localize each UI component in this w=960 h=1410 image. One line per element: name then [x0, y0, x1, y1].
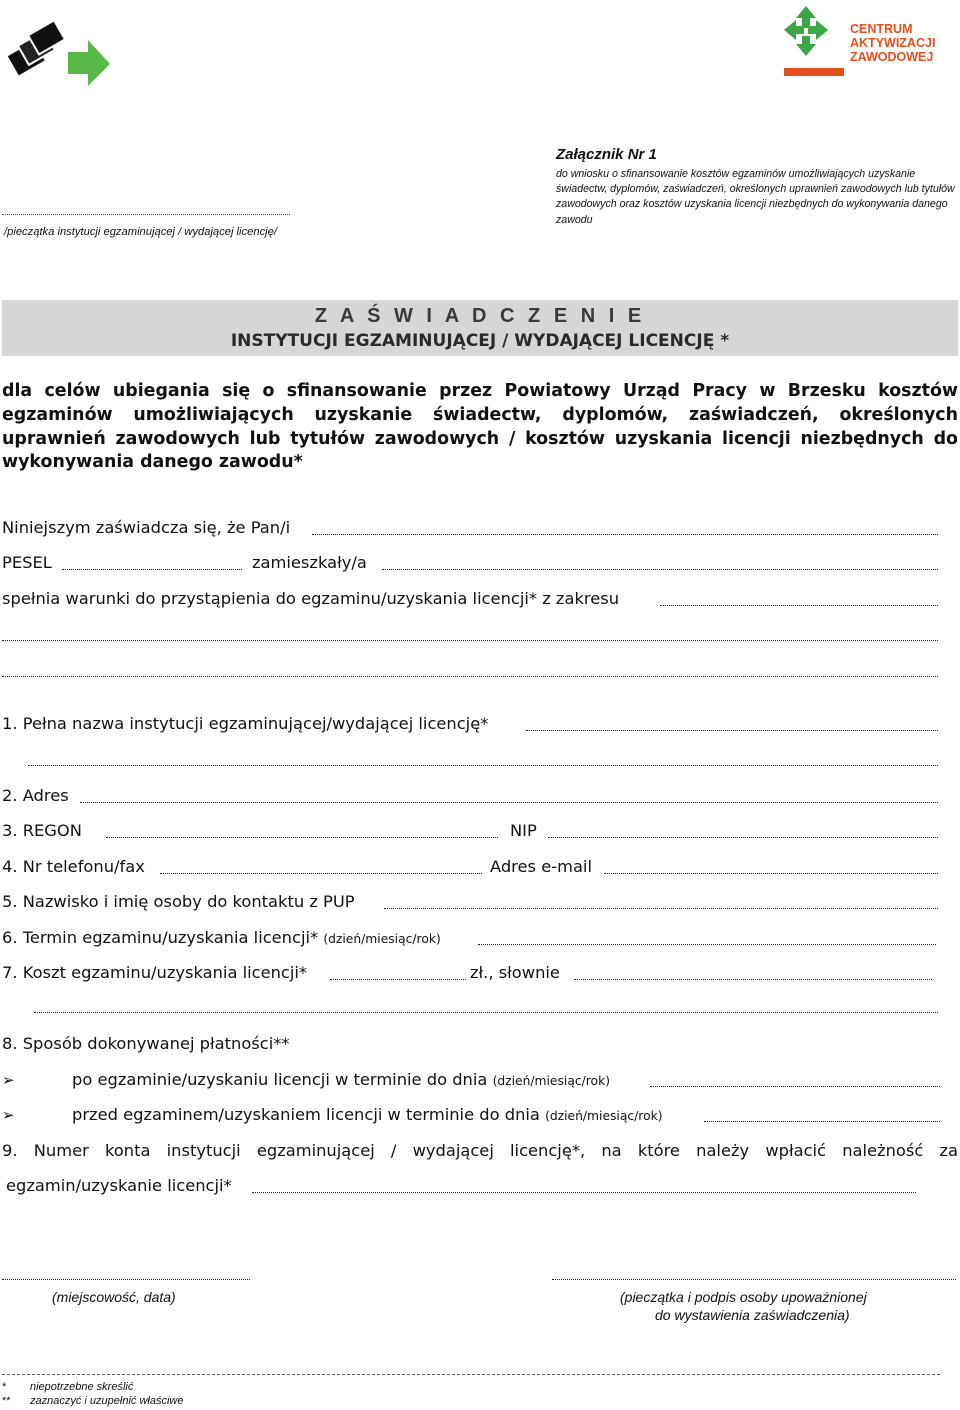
- footnote-divider: [2, 1374, 940, 1375]
- institution-name-field-line-2[interactable]: [28, 765, 938, 766]
- pesel-field[interactable]: [62, 569, 242, 570]
- item2-label: 2. Adres: [2, 786, 69, 805]
- institution-logo: [4, 10, 114, 90]
- cost-words-field-line-2[interactable]: [34, 1012, 938, 1013]
- contact-person-field[interactable]: [384, 908, 938, 909]
- account-number-field[interactable]: [252, 1192, 916, 1193]
- fulfills-label: spełnia warunki do przystąpienia do egzaminu/uzyskania licencji* z zakresu: [2, 589, 620, 608]
- item6-hint: (dzień/miesiąc/rok): [323, 932, 441, 946]
- payment-before-date-field[interactable]: [704, 1121, 940, 1122]
- annex-title: Załącznik Nr 1: [556, 146, 657, 163]
- bullet-arrow-icon: ➢: [2, 1071, 15, 1089]
- logo-line: CENTRUM: [850, 22, 913, 36]
- item4-label: 4. Nr telefonu/fax: [2, 857, 145, 876]
- address-field[interactable]: [382, 569, 938, 570]
- name-field[interactable]: [312, 534, 938, 535]
- signature-label-line-2: do wystawienia zaświadczenia): [655, 1307, 850, 1323]
- phone-field[interactable]: [160, 873, 482, 874]
- item7-label: 7. Koszt egzaminu/uzyskania licencji*: [2, 963, 308, 982]
- stamp-label: /pieczątka instytucji egzaminującej / wydającej licencję/: [4, 226, 277, 238]
- email-label: Adres e-mail: [490, 857, 592, 876]
- purpose-paragraph: dla celów ubiegania się o sfinansowanie przez Powiatowy Urząd Pracy w Brzesku kosztów egzaminów umożliwiających uzyskanie świadectw, dyplomów, zaświadczeń, określonych uprawnień zawodowych lub tytułów zawodowych / kosztów uzyskania licencji niezbędnych do wykonywania danego zawodu*: [2, 381, 958, 473]
- scope-field[interactable]: [660, 605, 938, 606]
- item6-text: 6. Termin egzaminu/uzyskania licencji*: [2, 928, 319, 947]
- place-date-field[interactable]: [2, 1270, 250, 1280]
- annex-description: do wniosku o sfinansowanie kosztów egzaminów umożliwiających uzyskanie świadectw, dyplomów, zaświadczeń, określonych uprawnień zawodowych lub tytułów zawodowych oraz kosztów uzyskania licencji niezbędnych do wykonywania danego zawodu: [556, 168, 955, 226]
- item1-label: 1. Pełna nazwa instytucji egzaminującej/wydającej licencję*: [2, 714, 489, 733]
- payment-option-1[interactable]: [72, 1070, 610, 1089]
- institution-address-field[interactable]: [80, 802, 938, 803]
- item9-label-line-2: egzamin/uzyskanie licencji*: [6, 1176, 232, 1195]
- cac-logo: [782, 4, 954, 86]
- cost-field[interactable]: [330, 979, 466, 980]
- scope-field-line-2[interactable]: [2, 640, 938, 641]
- logo-line: AKTYWIZACJI: [850, 36, 936, 50]
- item6-label: [2, 928, 441, 947]
- email-field[interactable]: [604, 873, 938, 874]
- nip-label: NIP: [510, 821, 537, 840]
- stamp-dotted-line: [2, 214, 290, 215]
- place-date-label: (miejscowość, data): [52, 1289, 176, 1305]
- payment-option-2-text: przed egzaminem/uzyskaniem licencji w terminie do dnia: [72, 1105, 540, 1124]
- document-title: Z A Ś W I A D C Z E N I E: [314, 305, 646, 327]
- payment-option-2[interactable]: [72, 1105, 663, 1124]
- currency-label: zł., słownie: [470, 963, 560, 982]
- document-subtitle: INSTYTUCJI EGZAMINUJĄCEJ / WYDAJĄCEJ LICENCJĘ *: [230, 331, 730, 351]
- footnote-text: zaznaczyć i uzupełnić właściwe: [30, 1395, 184, 1407]
- item3-label: 3. REGON: [2, 821, 82, 840]
- exam-date-field[interactable]: [478, 944, 936, 945]
- pesel-label: PESEL: [2, 553, 52, 572]
- item8-label: 8. Sposób dokonywanej płatności**: [2, 1034, 290, 1053]
- certify-label: Niniejszym zaświadcza się, że Pan/i: [2, 518, 291, 537]
- payment-option-1-hint: (dzień/miesiąc/rok): [492, 1074, 610, 1088]
- signature-label: (pieczątka i podpis osoby upoważnionej: [620, 1289, 867, 1305]
- footnote-text: niepotrzebne skreślić: [30, 1381, 134, 1393]
- payment-after-date-field[interactable]: [650, 1086, 940, 1087]
- cost-words-field[interactable]: [574, 979, 932, 980]
- bullet-arrow-icon: ➢: [2, 1106, 15, 1124]
- nip-field[interactable]: [548, 837, 938, 838]
- payment-option-1-text: po egzaminie/uzyskaniu licencji w terminie do dnia: [72, 1070, 488, 1089]
- signature-field[interactable]: [552, 1270, 956, 1280]
- scope-field-line-3[interactable]: [2, 676, 938, 677]
- footnote-mark: *: [2, 1381, 7, 1393]
- payment-option-2-hint: (dzień/miesiąc/rok): [545, 1109, 663, 1123]
- institution-name-field[interactable]: [526, 730, 938, 731]
- item9-label: 9. Numer konta instytucji egzaminującej / wydającej licencję*, na które należy wpłacić należność za: [2, 1141, 958, 1160]
- footnote-mark: **: [2, 1395, 11, 1407]
- regon-field[interactable]: [106, 837, 498, 838]
- logo-line: ZAWODOWEJ: [850, 50, 934, 64]
- resident-label: zamieszkały/a: [252, 553, 367, 572]
- item5-label: 5. Nazwisko i imię osoby do kontaktu z PUP: [2, 892, 355, 911]
